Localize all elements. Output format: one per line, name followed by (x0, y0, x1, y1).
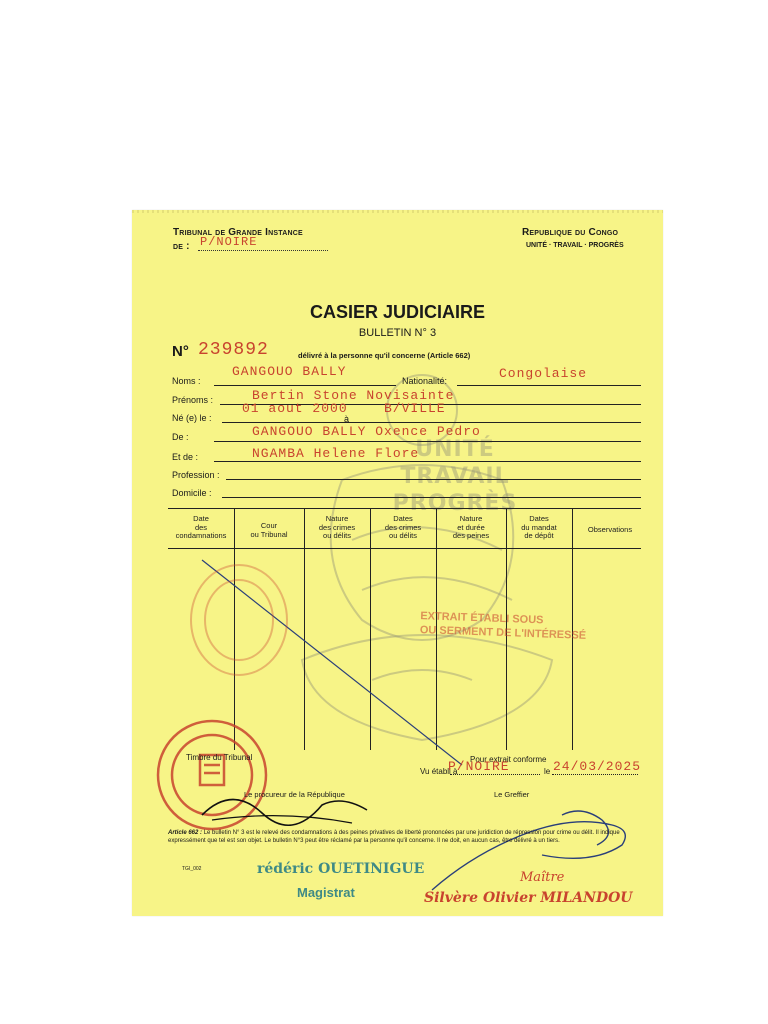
noms-value: GANGOUO BALLY (232, 364, 347, 379)
greffier-stamp-name: Silvère Olivier MILANDOU (424, 890, 633, 906)
col-header-observations: Observations (587, 525, 633, 534)
number-note: délivré à la personne qu'il concerne (Article 662) (298, 351, 471, 360)
father-value: GANGOUO BALLY Oxence Pedro (252, 424, 481, 439)
extrait-stamp-line-2: OU SERMENT DE L'INTÉRESSÉ (419, 624, 587, 642)
extrait-stamp-line-1: EXTRAIT ÉTABLI SOUS (420, 610, 544, 627)
number-label: N° (172, 343, 189, 360)
tribunal-de-label: de : (173, 241, 190, 252)
article-662-note (168, 830, 643, 845)
extrait-stamp (420, 609, 587, 643)
magistrate-stamp-name: rédéric OUETINIGUE (257, 861, 425, 877)
republic-motto: UNITÉ · TRAVAIL · PROGRÈS (526, 242, 624, 249)
vu-etabli-label: Vu établi à (420, 767, 458, 776)
col-header-date-condamnations: Date des condamnations (175, 514, 227, 540)
mother-value: NGAMBA Helene Flore (252, 446, 420, 461)
watermark-line-3: PROGRÈS (392, 491, 518, 516)
de-label: De : (172, 432, 189, 442)
a-label: à (344, 414, 350, 424)
issue-date-line (552, 774, 638, 775)
article-text: Le bulletin N° 3 est le relevé des condamnations à des peines privatives de liberté prononcées par une juridiction de répression pour crime ou délit. Il indique expressément que tel est son objet. Le bulletin N°3 peut être réclamé par la personne qu'il concerne. Il ne doit, en aucun cas, être délivré à un tiers. (168, 830, 620, 844)
col-header-cour: Cour ou Tribunal (250, 521, 288, 539)
certificate-number: 239892 (198, 340, 269, 360)
watermark-line-2: TRAVAIL (400, 464, 510, 489)
watermark-line-1: UNITÉ (415, 437, 495, 462)
timbre-label: Timbre du Tribunal (186, 753, 253, 762)
domicile-label: Domicile : (172, 488, 212, 498)
col-header-dates-mandat: Dates du mandat de dépôt (521, 514, 557, 540)
issue-place-line (450, 774, 540, 775)
pour-extrait-label: Pour extrait conforme (470, 755, 547, 764)
document-title: CASIER JUDICIAIRE (309, 302, 486, 322)
prenoms-value: Bertin Stone Novisainte (252, 388, 455, 403)
procureur-label: Le procureur de la République (244, 790, 345, 799)
issue-date: 24/03/2025 (553, 759, 642, 774)
profession-label: Profession : (172, 470, 220, 480)
greffier-stamp-title: Maître (520, 870, 565, 885)
prenoms-label: Prénoms : (172, 395, 214, 405)
nationalite-value: Congolaise (499, 366, 588, 381)
nationalite-label: Nationalité: (402, 376, 448, 386)
birth-date-value: 01 aout 2000 (242, 401, 348, 416)
tribunal-title: Tribunal de Grande Instance (173, 227, 303, 238)
noms-label: Noms : (172, 376, 201, 386)
magistrate-stamp-title: Magistrat (297, 885, 355, 900)
article-label: Article 662 : (168, 830, 203, 836)
issue-place: P/NOIRE (448, 759, 510, 774)
republic-title: Republique du Congo (522, 227, 619, 238)
col-header-nature-crimes: Nature des crimes ou délits (318, 514, 356, 540)
le-label: le (544, 767, 551, 776)
faded-seal-stamp (184, 560, 294, 680)
bulletin-number: BULLETIN N° 3 (358, 327, 437, 339)
etde-label: Et de : (172, 452, 199, 462)
greffier-signature (412, 795, 642, 905)
col-header-nature-peines: Nature et durée des peines (452, 514, 490, 540)
col-header-dates-crimes: Dates des crimes ou délits (384, 514, 422, 540)
print-reference: TGI_002 (182, 866, 202, 872)
birth-place-value: B/VILLE (384, 401, 446, 416)
procureur-signature (192, 775, 372, 835)
greffier-label: Le Greffier (494, 790, 530, 799)
ne-label: Né (e) le : (172, 413, 212, 423)
tribunal-place: P/NOIRE (200, 235, 258, 249)
document-sheet (132, 210, 663, 916)
